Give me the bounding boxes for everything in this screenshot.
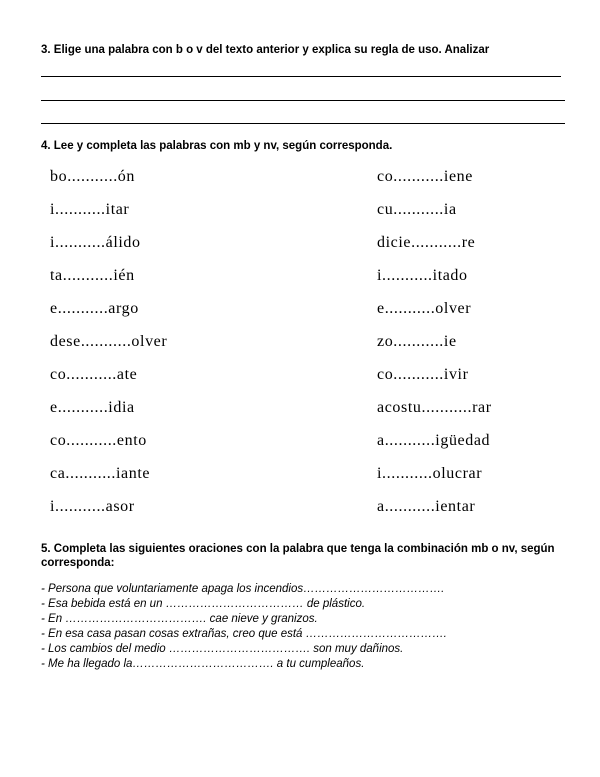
word-item: e...........idia	[50, 399, 135, 416]
word-item: i...........asor	[50, 498, 135, 515]
answer-line	[41, 76, 561, 77]
word-item: dese...........olver	[50, 333, 168, 350]
word-item: acostu...........rar	[377, 399, 492, 416]
word-item: co...........iene	[377, 168, 473, 185]
word-item: i...........itado	[377, 267, 468, 284]
sentence-item: - En esa casa pasan cosas extrañas, creo que está ……………………………….	[41, 628, 447, 640]
word-item: e...........olver	[377, 300, 472, 317]
word-item: ca...........iante	[50, 465, 151, 482]
question-4-title: 4. Lee y completa las palabras con mb y nv, según corresponda.	[41, 140, 393, 152]
sentence-item: - En ………………………………. cae nieve y granizos.	[41, 613, 318, 625]
word-item: dicie...........re	[377, 234, 476, 251]
word-item: co...........ate	[50, 366, 138, 383]
word-item: i...........itar	[50, 201, 130, 218]
sentence-item: - Esa bebida está en un ……………………………… de plástico.	[41, 598, 366, 610]
word-column-right	[377, 165, 492, 528]
sentence-item: - Me ha llegado la………………………………. a tu cumpleaños.	[41, 658, 365, 670]
word-item: co...........ivir	[377, 366, 469, 383]
answer-line	[41, 100, 565, 101]
word-item: cu...........ia	[377, 201, 457, 218]
word-item: i...........álido	[50, 234, 141, 251]
question-3-title: 3. Elige una palabra con b o v del texto anterior y explica su regla de uso. Analizar	[41, 44, 490, 56]
word-item: zo...........ie	[377, 333, 457, 350]
word-item: bo...........ón	[50, 168, 135, 185]
word-item: co...........ento	[50, 432, 147, 449]
answer-line	[41, 123, 565, 124]
word-item: ta...........ién	[50, 267, 135, 284]
word-item: i...........olucrar	[377, 465, 483, 482]
question-5-title: 5. Completa las siguientes oraciones con la palabra que tenga la combinación mb o nv, según corresponda:	[41, 543, 555, 569]
word-item: a...........igüedad	[377, 432, 491, 449]
word-item: a...........ientar	[377, 498, 476, 515]
sentence-list	[41, 582, 447, 672]
word-item: e...........argo	[50, 300, 139, 317]
sentence-item: - Persona que voluntariamente apaga los incendios……………………………….	[41, 583, 445, 595]
sentence-item: - Los cambios del medio ………………………………. son muy dañinos.	[41, 643, 404, 655]
word-column-left	[50, 165, 167, 528]
